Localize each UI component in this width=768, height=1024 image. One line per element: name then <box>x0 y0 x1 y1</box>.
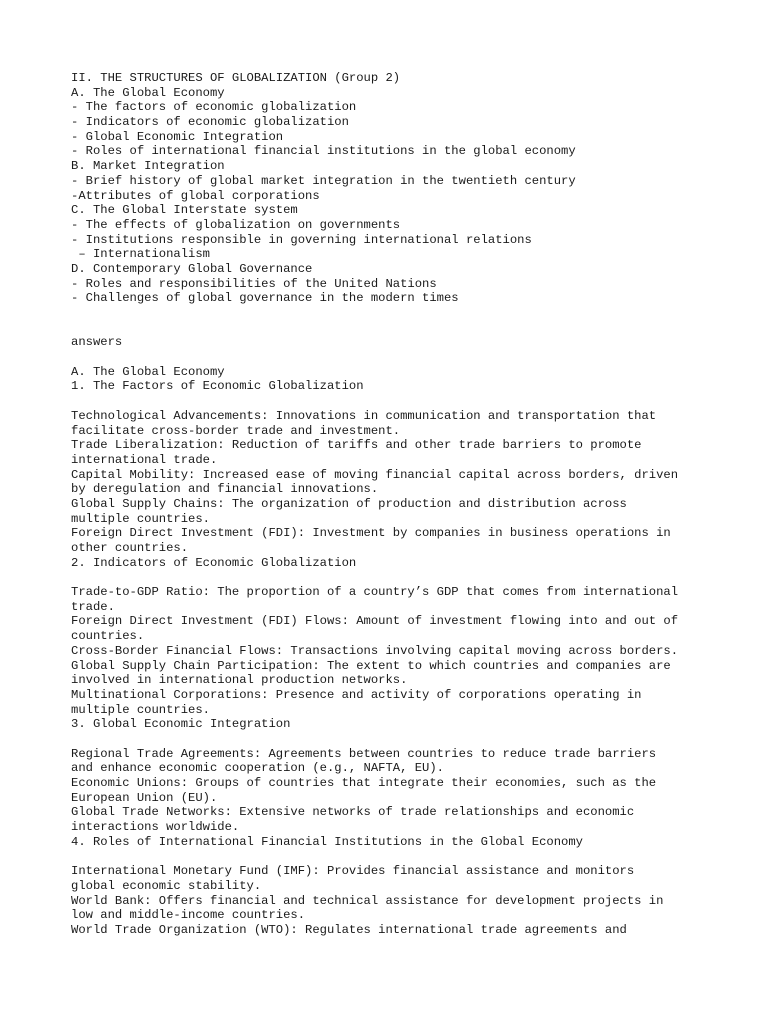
outline-item: - Global Economic Integration <box>71 129 284 144</box>
answer-line: Regional Trade Agreements: Agreements between countries to reduce trade barriers <box>71 746 657 761</box>
spacer <box>71 306 731 335</box>
spacer <box>71 849 731 864</box>
answer-line: Trade Liberalization: Reduction of tariffs and other trade barriers to promote <box>71 438 642 453</box>
answer-line: Technological Advancements: Innovations in communication and transportation that <box>71 408 657 423</box>
answers-section-heading: A. The Global Economy <box>71 364 225 379</box>
answer-line: Economic Unions: Groups of countries that integrate their economies, such as the <box>71 776 657 791</box>
outline-item: - Institutions responsible in governing international relations <box>71 232 532 247</box>
outline-item: -Attributes of global corporations <box>71 188 320 203</box>
answer-section-4 <box>71 835 731 938</box>
answer-line: involved in international production networks. <box>71 673 408 688</box>
answer-lines-3 <box>71 747 731 835</box>
answer-line: Global Supply Chains: The organization of production and distribution across <box>71 496 627 511</box>
answer-line: Trade-to-GDP Ratio: The proportion of a country’s GDP that comes from international <box>71 585 679 600</box>
document-page <box>71 71 731 938</box>
outline-item: - Indicators of economic globalization <box>71 115 349 130</box>
answer-line: World Trade Organization (WTO): Regulates international trade agreements and <box>71 922 627 937</box>
outline-heading: B. Market Integration <box>71 159 225 174</box>
answer-line: Foreign Direct Investment (FDI) Flows: Amount of investment flowing into and out of <box>71 614 679 629</box>
spacer <box>71 394 731 409</box>
answer-subheading: 2. Indicators of Economic Globalization <box>71 555 357 570</box>
answer-line: other countries. <box>71 541 189 556</box>
answer-line: International Monetary Fund (IMF): Provides financial assistance and monitors <box>71 864 635 879</box>
answer-line: international trade. <box>71 452 218 467</box>
answer-line: World Bank: Offers financial and technical assistance for development projects in <box>71 893 664 908</box>
outline-item: - Roles and responsibilities of the United Nations <box>71 276 437 291</box>
answer-subheading: 4. Roles of International Financial Institutions in the Global Economy <box>71 834 583 849</box>
answer-line: European Union (EU). <box>71 790 218 805</box>
outline-heading: A. The Global Economy <box>71 85 225 100</box>
answer-line: Foreign Direct Investment (FDI): Investment by companies in business operations in <box>71 526 671 541</box>
outline-block <box>71 71 731 306</box>
answer-line: trade. <box>71 599 115 614</box>
outline-item: - Roles of international financial institutions in the global economy <box>71 144 576 159</box>
answer-subheading: 1. The Factors of Economic Globalization <box>71 379 364 394</box>
outline-heading: C. The Global Interstate system <box>71 203 298 218</box>
answer-line: global economic stability. <box>71 878 262 893</box>
outline-item: - Brief history of global market integration in the twentieth century <box>71 173 576 188</box>
spacer <box>71 570 731 585</box>
answer-line: Global Supply Chain Participation: The extent to which countries and companies are <box>71 658 671 673</box>
answer-subheading: 3. Global Economic Integration <box>71 717 291 732</box>
answer-lines-1 <box>71 409 731 556</box>
answer-section-2 <box>71 556 731 718</box>
answer-line: Multinational Corporations: Presence and activity of corporations operating in <box>71 687 642 702</box>
answer-lines-4 <box>71 864 731 937</box>
answer-line: low and middle-income countries. <box>71 908 306 923</box>
answer-line: and enhance economic cooperation (e.g., NAFTA, EU). <box>71 761 444 776</box>
answer-section-3 <box>71 717 731 835</box>
outline-heading: D. Contemporary Global Governance <box>71 261 313 276</box>
outline-item: - Challenges of global governance in the modern times <box>71 291 459 306</box>
answer-line: multiple countries. <box>71 702 210 717</box>
outline-item: - The factors of economic globalization <box>71 100 357 115</box>
outline-item: - The effects of globalization on governments <box>71 217 401 232</box>
answer-line: multiple countries. <box>71 511 210 526</box>
answer-line: interactions worldwide. <box>71 820 240 835</box>
answer-section-1 <box>71 379 731 555</box>
spacer <box>71 732 731 747</box>
answer-line: facilitate cross-border trade and investment. <box>71 423 401 438</box>
outline-title: II. THE STRUCTURES OF GLOBALIZATION (Group 2) <box>71 71 401 85</box>
answer-lines-2 <box>71 585 731 717</box>
spacer <box>71 350 731 365</box>
answer-line: Capital Mobility: Increased ease of moving financial capital across borders, driven <box>71 467 679 482</box>
answers-label: answers <box>71 335 123 350</box>
outline-item: – Internationalism <box>71 247 210 262</box>
answer-line: Cross-Border Financial Flows: Transactions involving capital moving across borders. <box>71 643 679 658</box>
answer-line: by deregulation and financial innovations. <box>71 482 379 497</box>
answer-line: Global Trade Networks: Extensive networks of trade relationships and economic <box>71 805 635 820</box>
answer-line: countries. <box>71 629 145 644</box>
